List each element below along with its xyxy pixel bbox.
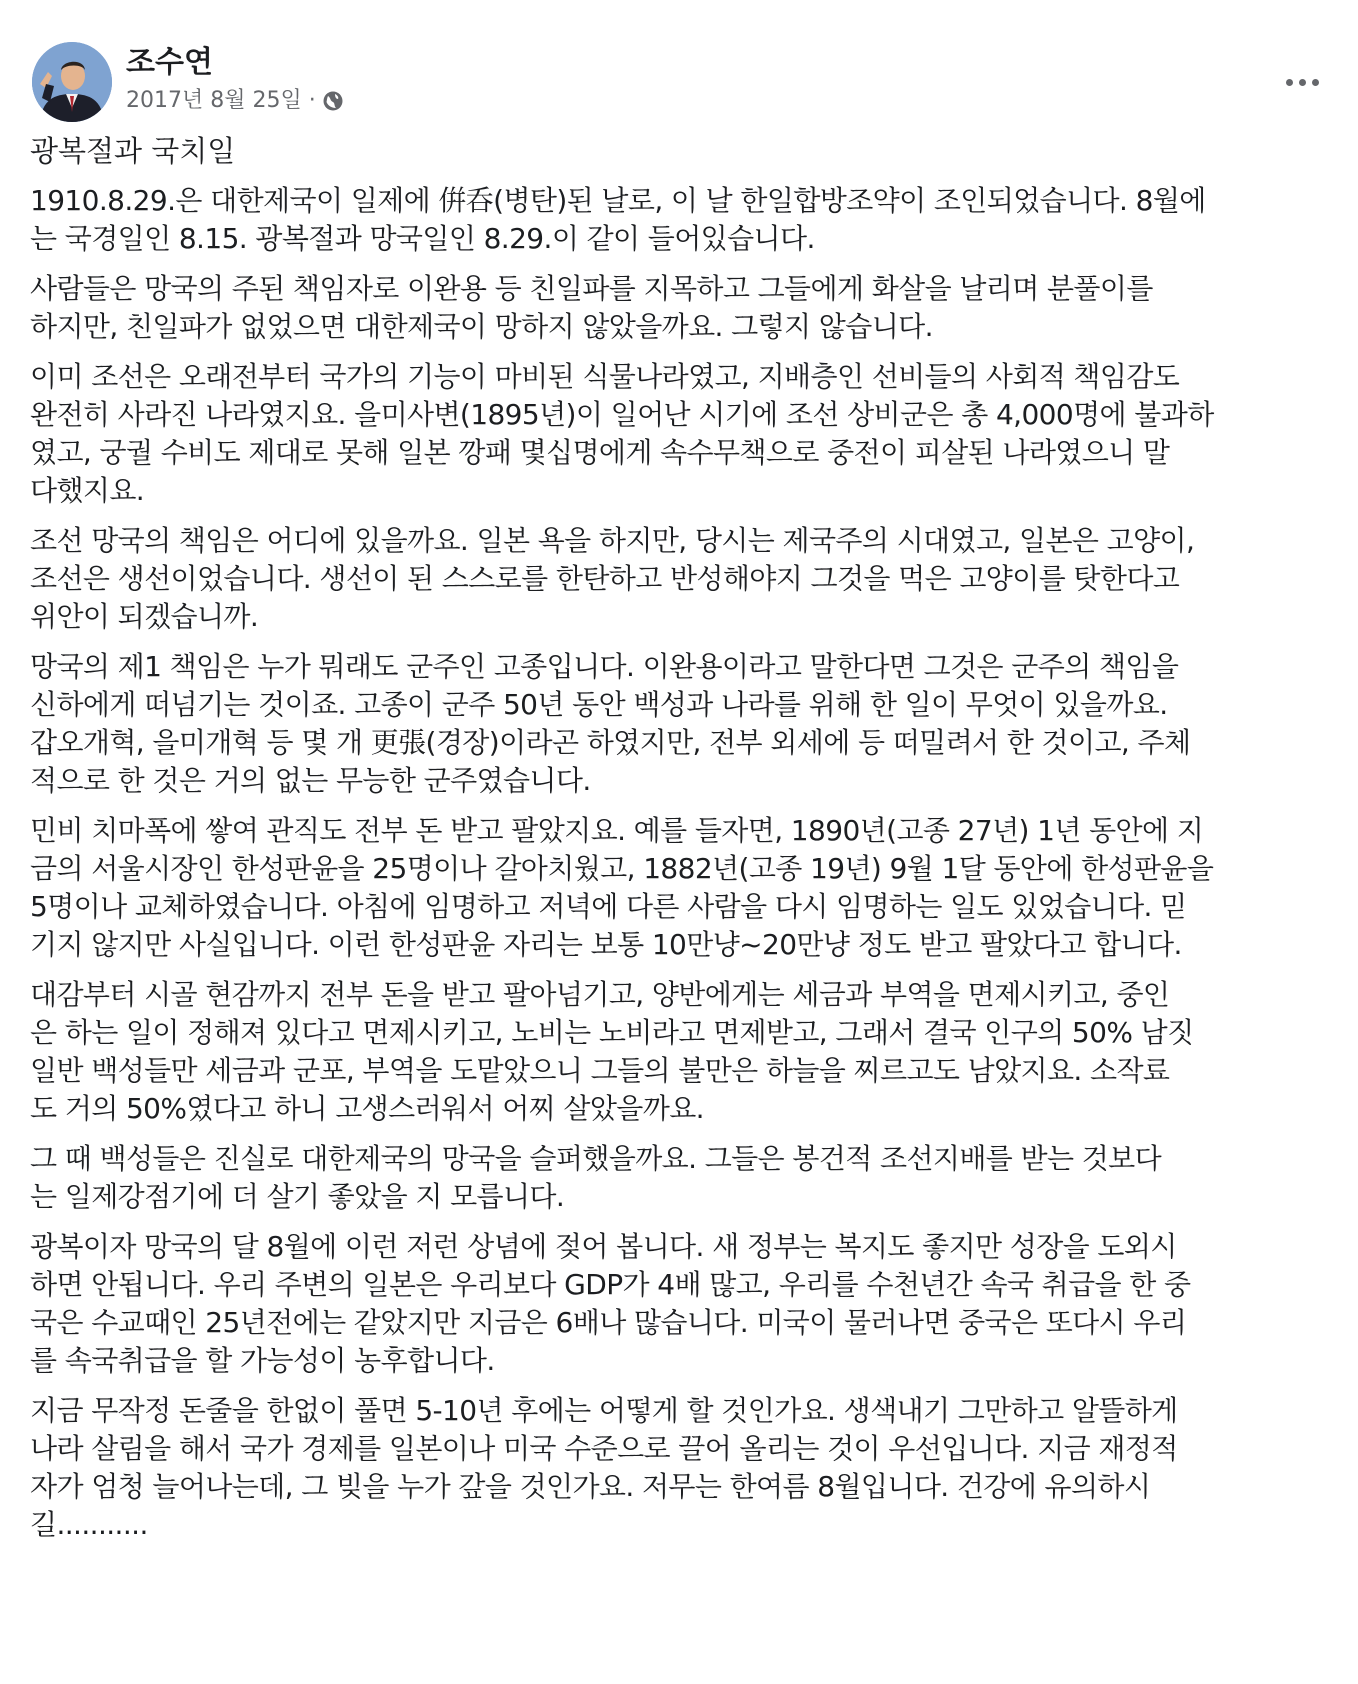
post-paragraph: 지금 무작정 돈줄을 한없이 풀면 5-10년 후에는 어떻게 할 것인가요. 생색내기 그만하고 알뜰하게 나라 살림을 해서 국가 경제를 일본이나 미국 수준으로 끌어 올리는 것이 우선입니다. 지금 재정적 자가 엄청 늘어나는데, 그 빚을 누가 갚을 것인가요. 저무는 한여름 8월입니다. 건강에 유의하시 길...........	[30, 1394, 1178, 1541]
post-body	[30, 132, 1312, 1556]
post-title: 광복절과 국치일	[30, 134, 236, 168]
post-date[interactable]: 2017년 8월 25일 ·	[126, 88, 316, 113]
avatar[interactable]	[32, 42, 112, 122]
post-paragraph: 망국의 제1 책임은 누가 뭐래도 군주인 고종입니다. 이완용이라고 말한다면 그것은 군주의 책임을 신하에게 떠넘기는 것이죠. 고종이 군주 50년 동안 백성과 나라를 위해 한 일이 무엇이 있을까요. 갑오개혁, 을미개혁 등 몇 개 更張(경장)이라곤 하였지만, 전부 외세에 등 떠밀려서 한 것이고, 주체 적으로 한 것은 거의 없는 무능한 군주였습니다.	[30, 650, 1191, 797]
post-paragraph: 사람들은 망국의 주된 책임자로 이완용 등 친일파를 지목하고 그들에게 화살을 날리며 분풀이를 하지만, 친일파가 없었으면 대한제국이 망하지 않았을까요. 그렇지 않습니다.	[30, 272, 1153, 343]
post-paragraph: 민비 치마폭에 쌓여 관직도 전부 돈 받고 팔았지요. 예를 들자면, 1890년(고종 27년) 1년 동안에 지 금의 서울시장인 한성판윤을 25명이나 갈아치웠고, 1882년(고종 19년) 9월 1달 동안에 한성판윤을 5명이나 교체하였습니다. 아침에 임명하고 저녁에 다른 사람을 다시 임명하는 일도 있었습니다. 믿 기지 않지만 사실입니다. 이런 한성판윤 자리는 보통 10만냥~20만냥 정도 받고 팔았다고 합니다.	[30, 814, 1214, 961]
author-name[interactable]: 조수연	[126, 45, 213, 80]
post-paragraph: 광복이자 망국의 달 8월에 이런 저런 상념에 젖어 봅니다. 새 정부는 복지도 좋지만 성장을 도외시 하면 안됩니다. 우리 주변의 일본은 우리보다 GDP가 4배 많고, 우리를 수천년간 속국 취급을 한 중 국은 수교때인 25년전에는 같았지만 지금은 6배나 많습니다. 미국이 물러나면 중국은 또다시 우리 를 속국취급을 할 가능성이 농후합니다.	[30, 1230, 1191, 1377]
more-options-icon	[1286, 79, 1293, 86]
profile-photo-icon	[32, 42, 112, 122]
post-meta	[126, 86, 344, 116]
post-paragraph: 이미 조선은 오래전부터 국가의 기능이 마비된 식물나라였고, 지배층인 선비들의 사회적 책임감도 완전히 사라진 나라였지요. 을미사변(1895년)이 일어난 시기에 조선 상비군은 총 4,000명에 불과하 였고, 궁궐 수비도 제대로 못해 일본 깡패 몇십명에게 속수무책으로 중전이 피살된 나라였으니 말 다했지요.	[30, 360, 1214, 507]
post-paragraph: 그 때 백성들은 진실로 대한제국의 망국을 슬퍼했을까요. 그들은 봉건적 조선지배를 받는 것보다 는 일제강점기에 더 살기 좋았을 지 모릅니다.	[30, 1142, 1162, 1213]
post-paragraph: 대감부터 시골 현감까지 전부 돈을 받고 팔아넘기고, 양반에게는 세금과 부역을 면제시키고, 중인 은 하는 일이 정해져 있다고 면제시키고, 노비는 노비라고 면제받고, 그래서 결국 인구의 50% 남짓 일반 백성들만 세금과 군포, 부역을 도맡았으니 그들의 불만은 하늘을 찌르고도 남았지요. 소작료 도 거의 50%였다고 하니 고생스러워서 어찌 살았을까요.	[30, 978, 1194, 1125]
more-options-button[interactable]	[1272, 62, 1332, 102]
post-paragraph: 1910.8.29.은 대한제국이 일제에 倂呑(병탄)된 날로, 이 날 한일합방조약이 조인되었습니다. 8월에 는 국경일인 8.15. 광복절과 망국일인 8.29.이 같이 들어있습니다.	[30, 184, 1206, 255]
post-paragraph: 조선 망국의 책임은 어디에 있을까요. 일본 욕을 하지만, 당시는 제국주의 시대였고, 일본은 고양이, 조선은 생선이었습니다. 생선이 된 스스로를 한탄하고 반성해야지 그것을 먹은 고양이를 탓한다고 위안이 되겠습니까.	[30, 524, 1195, 633]
globe-icon[interactable]	[322, 90, 344, 112]
more-options-icon-dot	[1299, 79, 1306, 86]
post-header	[32, 42, 1332, 128]
more-options-icon-dot	[1312, 79, 1319, 86]
